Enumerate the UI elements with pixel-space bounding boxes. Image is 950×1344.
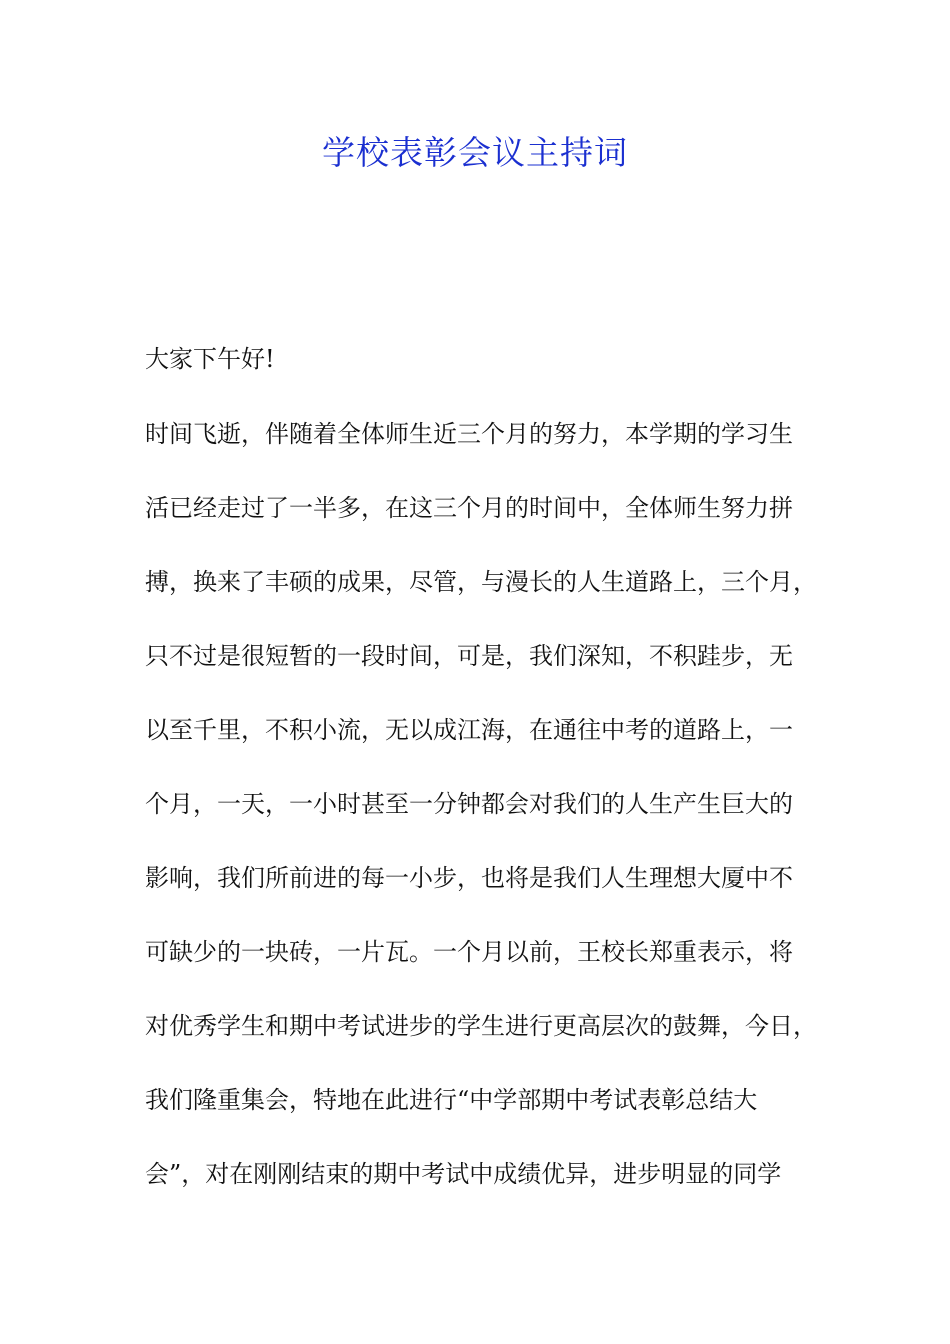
- paragraph-line: 会”，对在刚刚结束的期中考试中成绩优异，进步明显的同学: [145, 1160, 782, 1188]
- paragraph-line: 搏，换来了丰硕的成果，尽管，与漫长的人生道路上，三个月，: [145, 568, 817, 596]
- paragraph-line: 影响，我们所前进的每一小步，也将是我们人生理想大厦中不: [145, 864, 793, 892]
- paragraph-line: 以至千里，不积小流，无以成江海，在通往中考的道路上，一: [145, 716, 793, 744]
- paragraph-line: 只不过是很短暂的一段时间，可是，我们深知，不积跬步，无: [145, 642, 793, 670]
- document-title: 学校表彰会议主持词: [322, 133, 628, 172]
- paragraph-line: 我们隆重集会，特地在此进行“中学部期中考试表彰总结大: [145, 1086, 758, 1114]
- paragraph-line: 可缺少的一块砖，一片瓦。一个月以前，王校长郑重表示，将: [145, 938, 793, 966]
- greeting-line: 大家下午好!: [145, 345, 275, 373]
- paragraph-line: 个月，一天，一小时甚至一分钟都会对我们的人生产生巨大的: [145, 790, 793, 818]
- body-paragraph: [145, 397, 825, 1211]
- paragraph-line: 对优秀学生和期中考试进步的学生进行更高层次的鼓舞，今日，: [145, 1012, 817, 1040]
- paragraph-line: 活已经走过了一半多，在这三个月的时间中，全体师生努力拼: [145, 494, 793, 522]
- paragraph-line: 时间飞逝，伴随着全体师生近三个月的努力，本学期的学习生: [145, 420, 793, 448]
